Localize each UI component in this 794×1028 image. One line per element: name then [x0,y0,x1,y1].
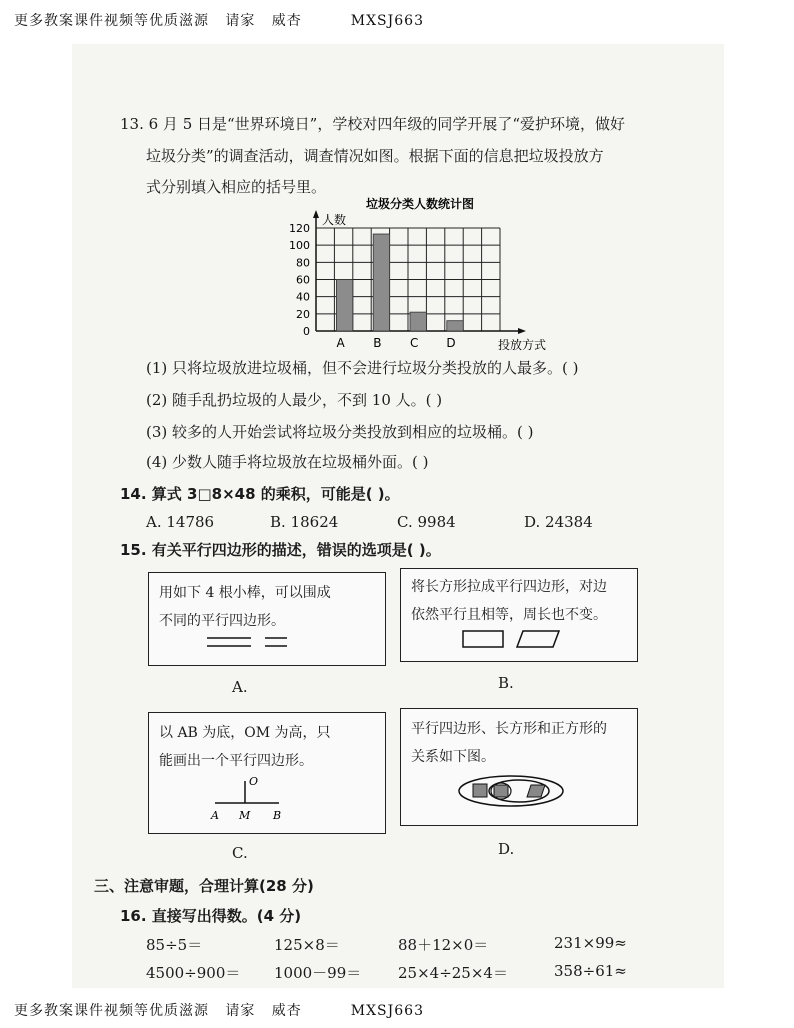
y-tick-label: 20 [296,307,310,321]
bar-C [410,312,426,331]
q15-a-caption: A. [232,678,248,696]
q16-r2-c2: 1000－99＝ [274,964,362,982]
point-a-label: A [211,809,219,822]
q15-a-line2: 不同的平行四边形。 [159,613,285,629]
x-tick-label: D [446,336,456,350]
worksheet-page [72,44,724,988]
q13-line3: 式分别填入相应的括号里。 [146,178,327,196]
q14-option-b: B. 18624 [270,513,339,531]
y-axis-label: 人数 [322,213,347,227]
point-o-label: O [249,775,259,788]
y-tick-label: 40 [296,290,310,304]
q14-option-a: A. 14786 [146,513,215,531]
sticks-figure [205,633,295,653]
q15-option-a-box [148,572,386,666]
y-tick-label: 60 [296,273,310,287]
x-tick-label: C [410,336,419,350]
q15-d-line1: 平行四边形、长方形和正方形的 [411,721,607,737]
q15-option-c-box [148,712,386,834]
x-tick-label: A [336,336,345,350]
x-axis-label: 投放方式 [498,338,547,352]
q15-stem: 15. 有关平行四边形的描述，错误的选项是( )。 [120,541,441,559]
chart-title: 垃圾分类人数统计图 [365,197,475,211]
point-b-label: B [273,809,282,822]
bar-chart [272,194,572,354]
y-tick-label: 0 [303,325,310,338]
q15-option-b-box [400,568,638,662]
q13-item-4: (4) 少数人随手将垃圾放在垃圾桶外面。( ) [146,453,429,471]
bar-D [447,321,463,331]
q13-item-3: (3) 较多的人开始尝试将垃圾分类投放到相应的垃圾桶。( ) [146,423,534,441]
y-tick-label: 100 [289,239,310,253]
q15-option-d-box [400,708,638,826]
y-axis-arrow [313,210,319,218]
y-tick-label: 80 [296,256,310,270]
q14-option-d: D. 24384 [524,513,593,531]
bar-B [373,234,389,331]
q15-d-line2: 关系如下图。 [411,749,495,765]
x-tick-label: B [373,336,382,350]
q15-c-line2: 能画出一个平行四边形。 [159,753,313,769]
q13-item-2: (2) 随手乱扔垃圾的人最少，不到 10 人。( ) [146,391,443,409]
y-tick-label: 120 [289,222,310,235]
x-axis-arrow [518,328,526,334]
banner-top: 更多教案课件视频等优质滋源 请家 威杏 MXSJ663 [14,13,424,29]
q15-c-caption: C. [232,844,248,862]
q13-item-1: (1) 只将垃圾放进垃圾桶，但不会进行垃圾分类投放的人最多。( ) [146,359,579,377]
q13-line1: 13. 6 月 5 日是“世界环境日”，学校对四年级的同学开展了“爱护环境，做好 [120,115,626,133]
q16-r1-c3: 88＋12×0＝ [398,936,489,954]
q15-b-caption: B. [498,674,514,692]
section-3-heading: 三、注意审题，合理计算(28 分) [94,877,314,895]
q14-stem: 14. 算式 3□8×48 的乘积，可能是( )。 [120,485,400,503]
q16-r2-c1: 4500÷900＝ [146,964,241,982]
set-relation-figure [457,773,567,809]
q14-option-c: C. 9984 [397,513,456,531]
banner-bottom: 更多教案课件视频等优质滋源 请家 威杏 MXSJ663 [14,1003,424,1019]
q13-line2: 垃圾分类”的调查活动，调查情况如图。根据下面的信息把垃圾投放方 [146,147,604,165]
q16-r1-c4: 231×99≈ [554,934,627,952]
q16-stem: 16. 直接写出得数。(4 分) [120,907,302,925]
rectangle-to-parallelogram-figure [461,629,571,651]
q15-c-line1: 以 AB 为底，OM 为高，只 [159,725,331,741]
q15-b-line2: 依然平行且相等，周长也不变。 [411,607,607,623]
point-m-label: M [239,809,251,822]
q16-r2-c4: 358÷61≈ [554,962,627,980]
bar-A [336,280,352,332]
q15-b-line1: 将长方形拉成平行四边形，对边 [411,579,607,595]
q15-a-line1: 用如下 4 根小棒，可以围成 [159,585,331,601]
q16-r1-c1: 85÷5＝ [146,936,203,954]
q16-r1-c2: 125×8＝ [274,936,340,954]
base-height-figure [205,773,305,829]
q15-d-caption: D. [498,840,515,858]
q16-r2-c3: 25×4÷25×4＝ [398,964,508,982]
